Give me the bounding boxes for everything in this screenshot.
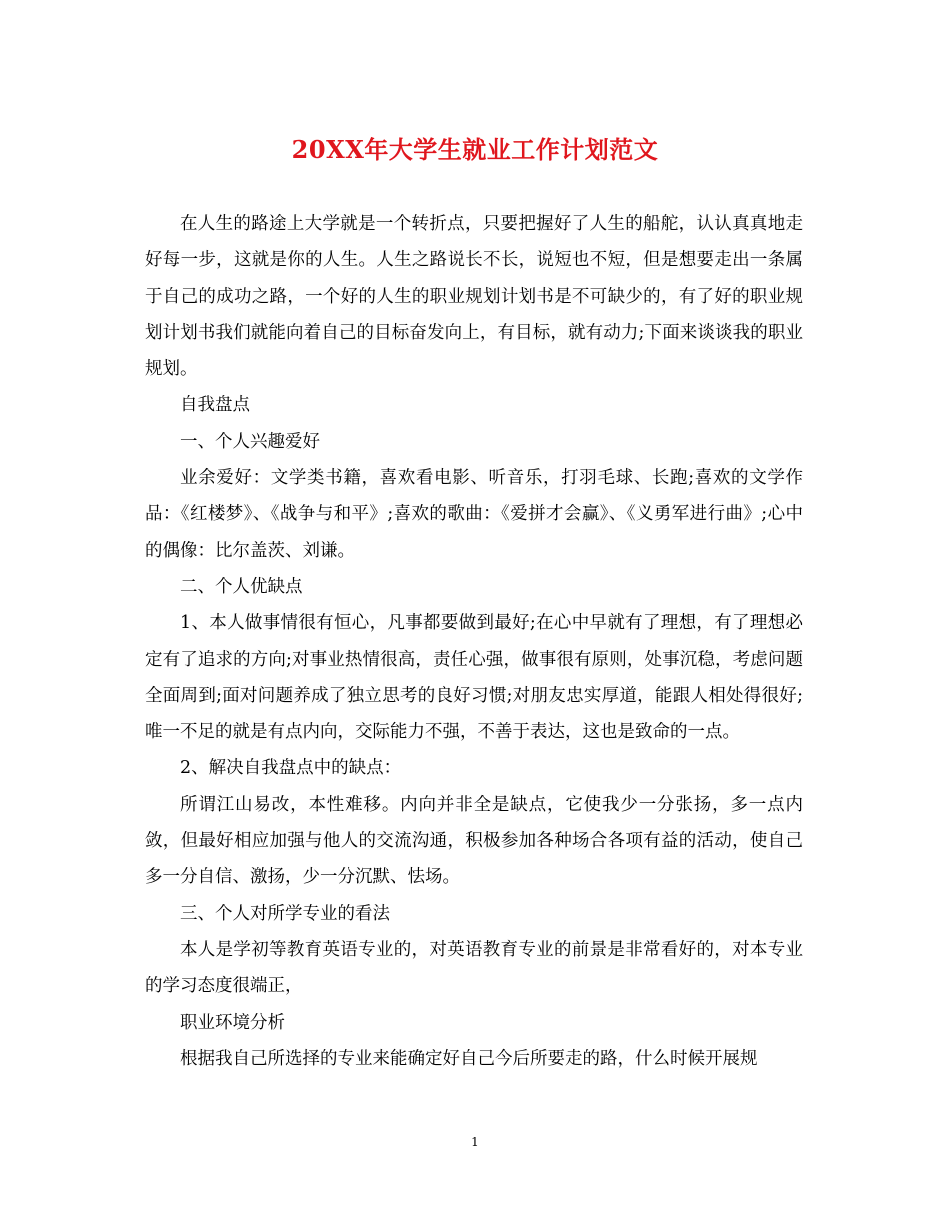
paragraph-career-environment: 根据我自己所选择的专业来能确定好自己今后所要走的路，什么时候开展规 [180, 1048, 758, 1069]
paragraph-strengths-weaknesses: 1、本人做事情很有恒心，凡事都要做到最好;在心中早就有了理想，有了理想必定有了追求的方向;对事业热情很高，责任心强，做事很有原则，处事沉稳，考虑问题全面周到;面对问题养成了独立思考的良好习惯;对朋友忠实厚道，能跟人相处得很好;唯一不足的就是有点内向，交际能力不强，不善于表达，这也是致命的一点。 [145, 613, 803, 743]
section-heading-interests: 一、个人兴趣爱好 [180, 431, 320, 452]
paragraph-major-view: 本人是学初等教育英语专业的，对英语教育专业的前景是非常看好的，对本专业的学习态度很端正， [145, 939, 803, 997]
section-heading-strengths-weaknesses: 二、个人优缺点 [180, 576, 303, 597]
document-title: 20XX年大学生就业工作计划范文 [291, 135, 659, 164]
document-body [145, 206, 803, 1077]
paragraph-intro: 在人生的路途上大学就是一个转折点，只要把握好了人生的船舵，认认真真地走好每一步，这就是你的人生。人生之路说长不长，说短也不短，但是想要走出一条属于自己的成功之路，一个好的人生的职业规划计划书是不可缺少的，有了好的职业规划计划书我们就能向着自己的目标奋发向上，有目标，就有动力;下面来谈谈我的职业规划。 [145, 214, 803, 380]
section-heading-resolve-weaknesses: 2、解决自我盘点中的缺点： [180, 758, 402, 779]
paragraph-resolve-weaknesses: 所谓江山易改，本性难移。内向并非全是缺点，它使我少一分张扬，多一点内敛，但最好相应加强与他人的交流沟通，积极参加各种场合各项有益的活动，使自己多一分自信、激扬，少一分沉默、怯场。 [145, 794, 803, 888]
section-heading-self-review: 自我盘点 [180, 395, 250, 416]
page-number: 1 [471, 1135, 479, 1149]
section-heading-major-view: 三、个人对所学专业的看法 [180, 903, 390, 924]
paragraph-interests: 业余爱好：文学类书籍，喜欢看电影、听音乐，打羽毛球、长跑;喜欢的文学作品：《红楼梦》、《战争与和平》;喜欢的歌曲：《爱拼才会赢》、《义勇军进行曲》;心中的偶像：比尔盖茨、刘谦。 [145, 468, 803, 561]
section-heading-career-environment: 职业环境分析 [180, 1012, 285, 1033]
